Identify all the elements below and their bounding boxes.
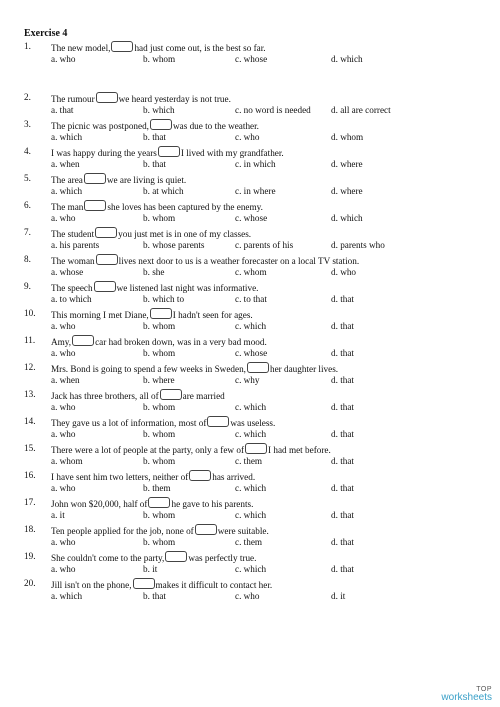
question-number: 3. [24,119,31,129]
answer-option[interactable]: d. that [331,510,354,520]
question-stem [51,524,269,537]
answer-option[interactable]: b. whom [143,321,176,331]
stem-before-blank: Mrs. Bond is going to spend a few weeks in Sweden, [51,364,246,374]
answer-option[interactable]: a. who [51,483,76,493]
question-stem [51,308,253,321]
answer-option[interactable]: a. who [51,54,76,64]
question-number: 18. [24,524,36,534]
question-number: 12. [24,362,36,372]
answer-option[interactable]: c. who [235,591,260,601]
question-number: 17. [24,497,36,507]
answer-options [51,429,471,440]
answer-option[interactable]: c. to that [235,294,267,304]
stem-before-blank: The new model, [51,43,111,53]
answer-option[interactable]: b. whom [143,510,176,520]
answer-option[interactable]: a. who [51,348,76,358]
answer-option[interactable]: a. it [51,510,65,520]
answer-option[interactable]: d. it [331,591,346,601]
answer-option[interactable]: d. where [331,159,363,169]
answer-option[interactable]: d. that [331,537,354,547]
answer-option[interactable]: b. whom [143,456,176,466]
answer-options [51,159,471,170]
answer-blank[interactable] [84,173,106,184]
answer-option[interactable]: b. that [143,159,166,169]
answer-option[interactable]: d. that [331,402,354,412]
brand-logo-top: TOP [476,686,492,693]
answer-option[interactable]: c. which [235,510,267,520]
answer-option[interactable]: d. whom [331,132,364,142]
question-number: 5. [24,173,31,183]
answer-options [51,294,471,305]
answer-blank[interactable] [195,524,217,535]
answer-blank[interactable] [96,254,118,265]
answer-options [51,54,471,65]
answer-option[interactable]: a. when [51,375,80,385]
question-number: 15. [24,443,36,453]
answer-option[interactable]: d. that [331,348,354,358]
stem-after-blank: had just come out, is the best so far. [134,43,266,53]
answer-option[interactable]: d. that [331,564,354,574]
answer-option[interactable]: a. whom [51,456,83,466]
answer-option[interactable]: c. which [235,483,267,493]
answer-option[interactable]: b. whom [143,213,176,223]
stem-after-blank: I hadn't seen for ages. [172,310,253,320]
answer-blank[interactable] [160,389,182,400]
stem-before-blank: Jill isn't on the phone, [51,580,132,590]
answer-options [51,564,471,575]
question-number: 4. [24,146,31,156]
question-stem [51,416,275,429]
stem-after-blank: she loves has been captured by the enemy. [107,202,263,212]
stem-before-blank: Ten people applied for the job, none of [51,526,194,536]
answer-option[interactable]: a. that [51,105,74,115]
answer-blank[interactable] [247,362,269,373]
answer-options [51,537,471,548]
stem-before-blank: They gave us a lot of information, most of [51,418,207,428]
question-number: 7. [24,227,31,237]
answer-options [51,321,471,332]
stem-after-blank: car had broken down, was in a very bad mood. [95,337,267,347]
answer-blank[interactable] [150,119,172,130]
answer-option[interactable]: d. parents who [331,240,385,250]
answer-blank[interactable] [158,146,180,157]
stem-after-blank: you just met is in one of my classes. [118,229,252,239]
stem-after-blank: were suitable. [217,526,269,536]
stem-after-blank: we are living is quiet. [106,175,187,185]
answer-option[interactable]: d. that [331,375,354,385]
answer-blank[interactable] [133,578,155,589]
question-stem [51,443,331,456]
answer-option[interactable]: a. his parents [51,240,100,250]
stem-after-blank: was due to the weather. [172,121,259,131]
answer-option[interactable]: d. who [331,267,357,277]
question-number: 1. [24,41,31,51]
answer-option[interactable]: c. which [235,402,267,412]
answer-option[interactable]: a. who [51,429,76,439]
question-number: 11. [24,335,36,345]
answer-options [51,402,471,413]
question-stem [51,578,272,591]
answer-option[interactable]: b. that [143,132,166,142]
answer-options [51,510,471,521]
question-stem [51,200,263,213]
answer-option[interactable]: b. whom [143,348,176,358]
stem-after-blank: was perfectly true. [188,553,257,563]
answer-option[interactable]: c. them [235,456,263,466]
question-number: 13. [24,389,36,399]
question-stem [51,335,267,348]
question-stem [51,92,231,105]
question-stem [51,173,186,186]
question-stem [51,389,225,402]
answer-option[interactable]: b. at which [143,186,184,196]
answer-options [51,483,471,494]
stem-before-blank: I was happy during the years [51,148,157,158]
answer-blank[interactable] [148,497,170,508]
answer-blank[interactable] [72,335,94,346]
answer-option[interactable]: b. whose parents [143,240,205,250]
stem-after-blank: was useless. [230,418,276,428]
answer-options [51,591,471,602]
answer-option[interactable]: c. parents of his [235,240,294,250]
stem-before-blank: The student [51,229,95,239]
answer-option[interactable]: b. which [143,105,175,115]
question-number: 16. [24,470,36,480]
answer-option[interactable]: b. that [143,591,166,601]
answer-option[interactable]: b. which to [143,294,185,304]
question-stem [51,281,258,294]
stem-after-blank: makes it difficult to contact her. [155,580,273,590]
answer-option[interactable]: b. whom [143,429,176,439]
question-number: 2. [24,92,31,102]
question-number: 6. [24,200,31,210]
answer-options [51,375,471,386]
stem-before-blank: The picnic was postponed, [51,121,149,131]
answer-blank[interactable] [111,41,133,52]
answer-blank[interactable] [189,470,211,481]
stem-after-blank: has arrived. [212,472,256,482]
answer-option[interactable]: d. where [331,186,363,196]
answer-option[interactable]: d. that [331,483,354,493]
stem-after-blank: we heard yesterday is not true. [118,94,231,104]
answer-option[interactable]: a. which [51,591,83,601]
answer-option[interactable]: a. who [51,213,76,223]
answer-blank[interactable] [94,281,116,292]
question-number: 14. [24,416,36,426]
answer-option[interactable]: c. no word is needed [235,105,311,115]
answer-option[interactable]: c. in which [235,159,276,169]
stem-before-blank: The woman [51,256,95,266]
stem-after-blank: I had met before. [268,445,331,455]
stem-after-blank: I lived with my grandfather. [180,148,284,158]
answer-option[interactable]: c. which [235,564,267,574]
question-stem [51,362,338,375]
answer-option[interactable]: b. where [143,375,175,385]
answer-options [51,186,471,197]
answer-options [51,348,471,359]
stem-before-blank: There were a lot of people at the party, only a few of [51,445,245,455]
answer-blank[interactable] [150,308,172,319]
stem-before-blank: The rumour [51,94,95,104]
answer-option[interactable]: a. which [51,132,83,142]
answer-blank[interactable] [165,551,187,562]
stem-before-blank: This morning I met Diane, [51,310,149,320]
stem-before-blank: Amy, [51,337,72,347]
answer-option[interactable]: c. whose [235,348,268,358]
question-number: 9. [24,281,31,291]
question-stem [51,146,284,159]
answer-option[interactable]: c. whose [235,213,268,223]
answer-option[interactable]: c. whose [235,54,268,64]
answer-blank[interactable] [245,443,267,454]
stem-before-blank: She couldn't come to the party, [51,553,165,563]
stem-after-blank: lives next door to us is a weather forecaster on a local TV station. [118,256,360,266]
answer-option[interactable]: a. which [51,186,83,196]
question-stem [51,119,259,132]
stem-after-blank: are married [182,391,225,401]
question-stem [51,551,256,564]
stem-before-blank: The speech [51,283,93,293]
answer-option[interactable]: d. all are correct [331,105,391,115]
question-stem [51,470,255,483]
answer-blank[interactable] [207,416,229,427]
answer-option[interactable]: b. whom [143,402,176,412]
answer-options [51,132,471,143]
answer-option[interactable]: c. whom [235,267,267,277]
answer-option[interactable]: a. when [51,159,80,169]
question-stem [51,497,253,510]
stem-after-blank: her daughter lives. [269,364,339,374]
question-number: 8. [24,254,31,264]
question-number: 10. [24,308,36,318]
question-number: 19. [24,551,36,561]
answer-option[interactable]: b. it [143,564,158,574]
answer-options [51,213,471,224]
answer-option[interactable]: d. that [331,321,354,331]
answer-options [51,267,471,278]
answer-options [51,240,471,251]
answer-option[interactable]: a. who [51,402,76,412]
answer-option[interactable]: a. whose [51,267,84,277]
brand-logo [441,686,492,703]
stem-before-blank: Jack has three brothers, all of [51,391,159,401]
stem-before-blank: John won $20,000, half of [51,499,148,509]
answer-option[interactable]: d. that [331,429,354,439]
answer-option[interactable]: a. who [51,564,76,574]
stem-before-blank: I have sent him two letters, neither of [51,472,189,482]
answer-option[interactable]: c. which [235,321,267,331]
stem-after-blank: he gave to his parents. [171,499,254,509]
answer-option[interactable]: d. which [331,213,363,223]
answer-option[interactable]: c. them [235,537,263,547]
answer-blank[interactable] [84,200,106,211]
exercise-title: Exercise 4 [24,28,68,39]
answer-option[interactable]: a. who [51,321,76,331]
answer-option[interactable]: c. why [235,375,260,385]
answer-blank[interactable] [96,92,118,103]
answer-option[interactable]: a. to which [51,294,92,304]
answer-options [51,105,471,116]
question-stem [51,41,266,54]
answer-option[interactable]: c. who [235,132,260,142]
answer-option[interactable]: b. them [143,483,171,493]
answer-option[interactable]: d. that [331,456,354,466]
question-stem [51,254,359,267]
answer-option[interactable]: b. whom [143,537,176,547]
answer-option[interactable]: c. in where [235,186,276,196]
answer-option[interactable]: a. who [51,537,76,547]
answer-option[interactable]: b. she [143,267,165,277]
answer-option[interactable]: b. whom [143,54,176,64]
answer-option[interactable]: d. that [331,294,354,304]
stem-before-blank: The area [51,175,83,185]
brand-logo-name: worksheets [441,692,492,703]
answer-option[interactable]: d. which [331,54,363,64]
stem-after-blank: we listened last night was informative. [116,283,259,293]
answer-blank[interactable] [95,227,117,238]
answer-options [51,456,471,467]
answer-option[interactable]: c. which [235,429,267,439]
question-stem [51,227,251,240]
question-number: 20. [24,578,36,588]
stem-before-blank: The man [51,202,84,212]
